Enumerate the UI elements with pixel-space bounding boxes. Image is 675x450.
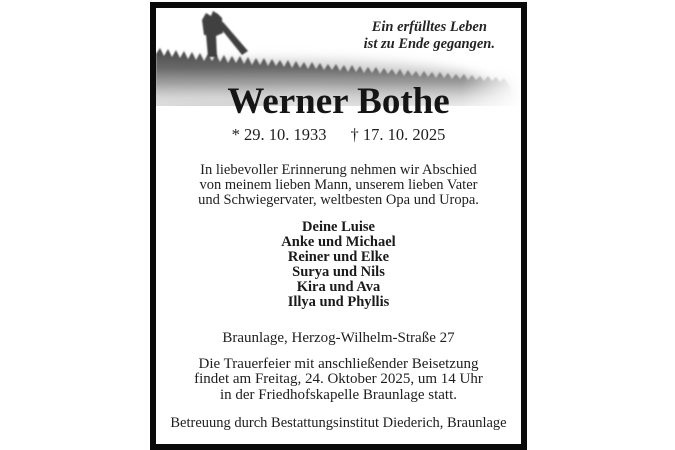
birth-date: * 29. 10. 1933 — [231, 125, 327, 144]
motto-line-1: Ein erfülltes Leben — [371, 19, 487, 35]
tribute-line: In liebevoller Erinnerung nehmen wir Abschied — [200, 162, 477, 178]
obituary-card-content — [156, 8, 521, 444]
funeral-info — [156, 357, 521, 403]
mourner-name: Anke und Michael — [281, 234, 396, 251]
ski-jump-tower-icon — [202, 11, 248, 57]
mourners-list — [156, 220, 521, 311]
tribute-paragraph — [156, 163, 521, 209]
funeral-info-line: Die Trauerfeier mit anschließender Beisetzung — [198, 356, 479, 372]
mourner-name: Reiner und Elke — [287, 249, 390, 266]
motto-text — [364, 19, 495, 52]
tribute-line: und Schwiegervater, weltbesten Opa und Uropa. — [198, 192, 479, 209]
funeral-info-line: findet am Freitag, 24. Oktober 2025, um 14 Uhr — [194, 371, 483, 388]
life-dates — [156, 125, 521, 145]
tribute-line: von meinem lieben Mann, unserem lieben Vater — [199, 177, 478, 194]
mourner-name: Illya und Phyllis — [287, 294, 390, 311]
mourner-name: Kira und Ava — [296, 279, 381, 296]
address-line: Braunlage, Herzog-Wilhelm-Straße 27 — [222, 330, 455, 346]
mourner-name: Surya und Nils — [292, 264, 385, 281]
obituary-card — [150, 2, 527, 450]
motto-line-2: ist zu Ende gegangen. — [363, 35, 495, 52]
care-note: Betreuung durch Bestattungsinstitut Diederich, Braunlage — [170, 415, 507, 431]
mourner-name: Deine Luise — [302, 219, 375, 235]
deceased-name: Werner Bothe — [227, 81, 450, 122]
funeral-info-line: in der Friedhofskapelle Braunlage statt. — [219, 386, 457, 403]
death-date: † 17. 10. 2025 — [350, 125, 446, 144]
